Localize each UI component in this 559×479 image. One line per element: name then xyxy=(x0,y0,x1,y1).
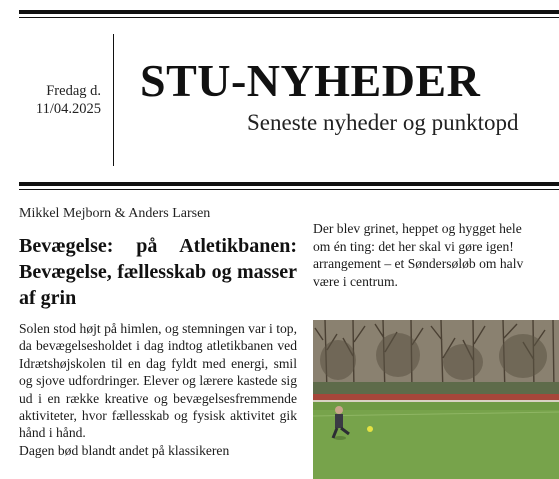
article-photo xyxy=(313,320,559,479)
masthead-bottom-rule-thin xyxy=(19,189,559,190)
article-line: arrangement – et Søndersøløb om halv xyxy=(313,256,524,272)
newspaper-title: STU-NYHEDER xyxy=(140,55,481,106)
article-line: være i centrum. xyxy=(313,273,398,289)
masthead-top-rule-thick xyxy=(19,10,559,14)
issue-date-line1: Fredag d. xyxy=(46,83,101,99)
newspaper-subtitle: Seneste nyheder og punktopd xyxy=(247,110,519,135)
article-line: om én ting: det her skal vi gøre igen! xyxy=(313,238,514,254)
athletics-field-photo-icon xyxy=(313,320,559,479)
article-body-left-column xyxy=(19,320,297,459)
masthead-top-rule-thin xyxy=(19,17,559,18)
issue-date-line2: 11/04.2025 xyxy=(35,101,101,117)
article-body-right-column xyxy=(313,220,559,290)
article-paragraph: Dagen bød blandt andet på klassikeren xyxy=(19,442,230,458)
article-authors: Mikkel Mejborn & Anders Larsen xyxy=(19,206,211,221)
article-line: Der blev grinet, heppet og hygget hele xyxy=(313,221,522,236)
masthead-divider xyxy=(113,34,114,166)
article-headline: Bevægelse: på Atletikbanen: Bevægelse, fællesskab og masser af grin xyxy=(19,235,297,309)
issue-date xyxy=(19,82,101,118)
article-paragraph: Solen stod højt på himlen, og stemningen var i top, da bevægelsesholdet i dag indtog atletikbanen ved Idrætshøjskolen til en dag fyldt med energi, smil og sjove udfordringer. Elever og lærere kastede sig ud i en række kreative og bevægelsesfremmende aktiviteter, hvor fællesskab og fysisk aktivitet gik hånd i hånd. xyxy=(19,321,297,441)
masthead-bottom-rule-thick xyxy=(19,182,559,186)
